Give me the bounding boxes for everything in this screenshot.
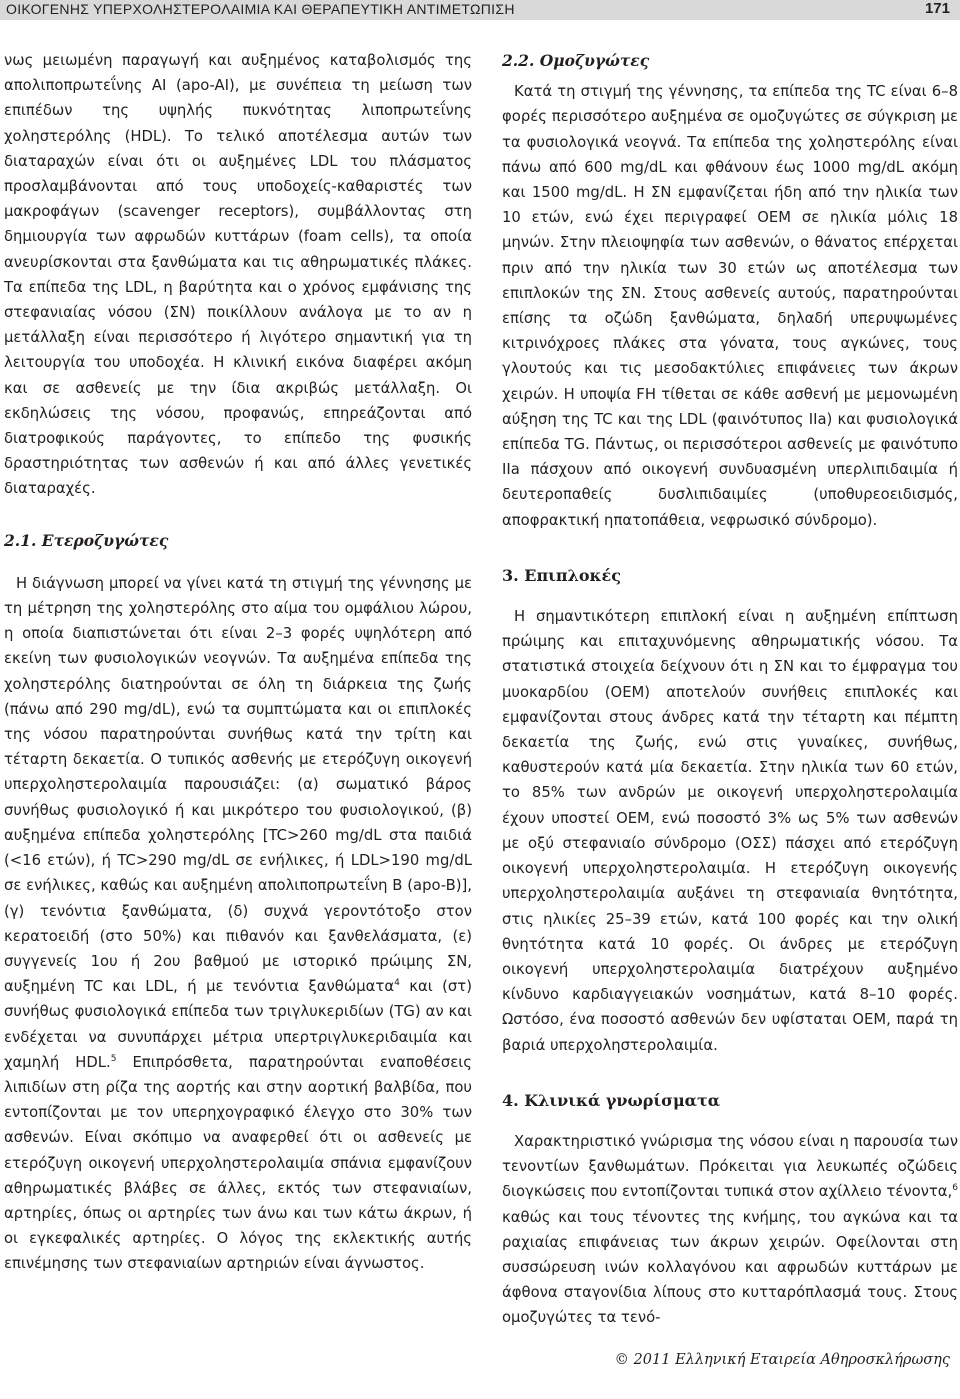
page-number: 171: [924, 0, 950, 17]
reference-marker: 4: [394, 978, 400, 989]
paragraph-continuation: νως μειωμένη παραγωγή και αυξημένος καταβολισμός της απολιποπρωτεΐνης AI (apo-AI), με συνέπεια τη μείωση των επιπέδων της υψηλής πυκνότητας λιποπρωτεΐνης χοληστερόλης (HDL). Το τελικό αποτέλεσμα αυτών των διαταραχών είναι ότι οι αυξημένες LDL του πλάσματος προσλαμβάνονται από τους υποδοχείς-καθαριστές των μακροφάγων (scavenger receptors), συμβάλλοντας στη δημιουργία των αφρωδών κυττάρων (foam cells), τα οποία ανευρίσκονται στα ξανθώματα και τις αθηρωματικές πλάκες. Τα επίπεδα της LDL, η βαρύτητα και ο χρόνος εμφάνισης της στεφανιαίας νόσου (ΣΝ) ποικίλλουν ανάλογα με το αν η μετάλλαξη είναι περισσότερο ή λιγότερο σημαντική για τη λειτουργία του υποδοχέα. Η κλινική εικόνα διαφέρει ακόμη και σε ασθενείς με την ίδια ακριβώς μετάλλαξη. Οι εκδηλώσεις της νόσου, προφανώς, επηρεάζονται από διατροφικούς παράγοντες, το επίπεδο της φυσικής δραστηριότητας των ασθενών ή και από άλλες γενετικές διαταραχές.: [4, 52, 472, 498]
running-header: [0, 0, 960, 20]
paragraph-clinical-features: [502, 1129, 958, 1331]
running-header-title: ΟΙΚΟΓΕΝΗΣ ΥΠΕΡΧΟΛΗΣΤΕΡΟΛΑΙΜΙΑ ΚΑΙ ΘΕΡΑΠΕΥΤΙΚΗ ΑΝΤΙΜΕΤΩΠΙΣΗ: [6, 1, 515, 17]
paragraph-heterozygotes: [4, 571, 472, 1277]
paragraph-homozygotes: Κατά τη στιγμή της γέννησης, τα επίπεδα της TC είναι 6–8 φορές περισσότερο αυξημένα σε ομοζυγώτες σε σύγκριση με τα φυσιολογικά νεογνά. Τα επίπεδα της χοληστερόλης είναι πάνω από 600 mg/dL και φθάνουν έως 1000 mg/dL ακόμη και 1500 mg/dL. Η ΣΝ εμφανίζεται ήδη από την ηλικία των 10 ετών, ενώ έχει περιγραφεί ΟΕΜ σε ηλικία μόλις 18 μηνών. Στην πλειοψηφία των ασθενών, ο θάνατος επέρχεται πριν από την ηλικία των 30 ετών ως αποτέλεσμα των επιπλοκών της ΣΝ. Στους ασθενείς αυτούς, παρατηρούνται επίσης τα οζώδη ξανθώματα, δηλαδή υπερυψωμένες κιτρινόχροες πλάκες στα γόνατα, τους αγκώνες, τους γλουτούς και τις μεσοδακτύλιες επιφάνειες των άκρων χειρών. Η υποψία FH τίθεται σε κάθε ασθενή με μεμονωμένη αύξηση της TC και της LDL (φαινότυπος IIa) και φυσιολογικά επίπεδα TG. Πάντως, οι περισσότεροι ασθενείς με φαινότυπο IIa πάσχουν από οικογενή συνδυασμένη υπερλιπιδαιμία ή δευτεροπαθείς δυσλιπιδαιμίες (υποθυρεοειδισμός, αποφρακτική ηπατοπάθεια, νεφρωσικό σύνδρομο).: [502, 83, 958, 529]
paragraph-text: καθώς και τους τένοντες της κνήμης, του αγκώνα και τα ραχιαίας επιφάνειας των άκρων χειρών. Οφείλονται στη συσσώρευση ινών κολλαγόνου και αφρωδών κυττάρων με άφθονα σταγονίδια λίπους στο κυτταρόπλασμά τους. Στους ομοζυγώτες τα τενό-: [502, 1208, 958, 1327]
left-column: [4, 48, 472, 1277]
right-column: [502, 48, 958, 1331]
paragraph-text: και (στ) συνήθως φυσιολογικά επίπεδα των τριγλυκεριδίων (TG) αν και ενδέχεται να συνυπάρχει μέτρια υπερτριγλυκεριδαιμία και χαμηλή HDL.: [4, 978, 472, 1071]
section-heading-complications: 3. Επιπλοκές: [502, 565, 621, 585]
paragraph-text: Επιπρόσθετα, παρατηρούνται εναποθέσεις λιπιδίων στη ρίζα της αορτής και στην αορτική βαλβίδα, που εντοπίζονται με τον υπερηχογραφικό έλεγχο στο 30% των ασθενών. Είναι σκόπιμο να αναφερθεί ότι οι ασθενείς με ετερόζυγη οικογενή υπερχοληστερολαιμία σπάνια εμφανίζουν αθηρωματικές βλάβες σε άλλες, εκτός των στεφανιαίων, αρτηρίες, όπως οι αρτηρίες των άνω και των κάτω άκρων, ή οι εγκεφαλικές αρτηρίες. Ο λόγος της εκλεκτικής αυτής επινέμησης των στεφανιαίων αρτηριών είναι άγνωστος.: [4, 1053, 472, 1273]
subsection-heading-heterozygotes: 2.1. Ετεροζυγώτες: [4, 530, 169, 550]
paragraph-text: Η διάγνωση μπορεί να γίνει κατά τη στιγμή της γέννησης με τη μέτρηση της χοληστερόλης στο αίμα του ομφάλιου λώρου, η οποία διαπιστώνεται ότι είναι 2–3 φορές υψηλότερη από εκείνη των φυσιολογικών νεογνών. Τα αυξημένα επίπεδα της χοληστερόλης διατηρούνται σε όλη τη διάρκεια της ζωής (πάνω από 290 mg/dL), ενώ τα συμπτώματα και οι επιπλοκές της νόσου παρατηρούνται συνήθως κατά την τρίτη και τέταρτη δεκαετία. Ο τυπικός ασθενής με ετερόζυγη οικογενή υπερχοληστερολαιμία παρουσιάζει: (α) σωματικό βάρος συνήθως φυσιολογικό ή και μικρότερο του φυσιολογικού, (β) αυξημένα επίπεδα χοληστερόλης [TC>260 mg/dL στα παιδιά (<16 ετών), ή TC>290 mg/dL σε ενήλικες, ή LDL>190 mg/dL σε ενήλικες, καθώς και αυξημένη απολιποπρωτεΐνη B (apo-B)], (γ) τενόντια ξανθώματα, (δ) συχνά γεροντότοξο στον κερατοειδή (στο 50%) και πιθανόν και ξανθελάσματα, (ε) συγγενείς 1ου ή 2ου βαθμού με ιστορικό πρώιμης ΣΝ, αυξημένη TC και LDL, ή με τενόντια ξανθώματα: [4, 574, 472, 996]
paragraph-text: Χαρακτηριστικό γνώρισμα της νόσου είναι η παρουσία των τενοντίων ξανθωμάτων. Πρόκειται για λευκωπές οζώδεις διογκώσεις που εντοπίζονται τυπικά στον αχίλλειο τένοντα,: [502, 1132, 958, 1201]
paragraph-complications: Η σημαντικότερη επιπλοκή είναι η αυξημένη επίπτωση πρώιμης και επιταχυνόμενης αθηρωματικής νόσου. Τα στατιστικά στοιχεία δείχνουν ότι η ΣΝ και το έμφραγμα του μυοκαρδίου (ΟΕΜ) αποτελούν συνήθεις επιπλοκές και εμφανίζονται στους άνδρες κατά την τέταρτη και πέμπτη δεκαετία της ζωής, ενώ στις γυναίκες, συνήθως, καθυστερούν κατά μία δεκαετία. Στην ηλικία των 60 ετών, το 85% των ανδρών με οικογενή υπερχοληστερολαιμία έχουν υποστεί ΟΕΜ, ενώ ποσοστό 3% ως 5% των ασθενών με οξύ στεφανιαίο σύνδρομο (ΟΣΣ) πάσχει από ετερόζυγη οικογενή υπερχοληστερολαιμία. Η ετερόζυγη οικογενής υπερχοληστερολαιμία αυξάνει τη στεφανιαία θνητότητα, στις ηλικίες 25–39 ετών, κατά 100 φορές και την ολική θνητότητα κατά 10 φορές. Οι άνδρες με ετερόζυγη οικογενή υπερχοληστερολαιμία διατρέχουν αυξημένο κίνδυνο καρδιαγγειακών νοσημάτων, κατά 8–10 φορές. Ωστόσο, ένα ποσοστό ασθενών δεν υφίσταται ΟΕΜ, παρά τη βαριά υπερχοληστερολαιμία.: [502, 608, 958, 1054]
reference-marker: 5: [110, 1053, 117, 1064]
section-heading-clinical-features: 4. Κλινικά γνωρίσματα: [502, 1090, 721, 1110]
footer-copyright: © 2011 Ελληνική Εταιρεία Αθηροσκλήρωσης: [614, 1352, 950, 1368]
subsection-heading-homozygotes: 2.2. Ομοζυγώτες: [502, 51, 650, 70]
reference-marker: 6: [952, 1183, 958, 1194]
